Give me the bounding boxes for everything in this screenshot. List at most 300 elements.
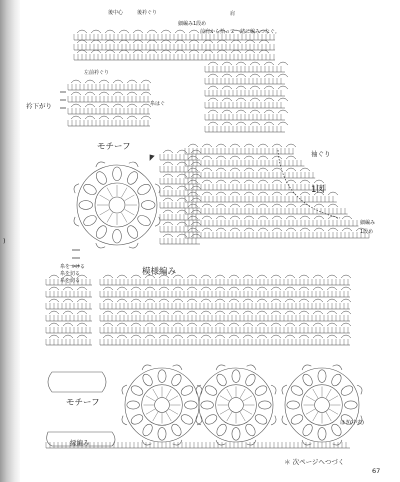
shell-arc [272, 180, 282, 183]
motif-petal [244, 423, 257, 438]
motif-scallop [129, 243, 139, 250]
motif-scallop [301, 363, 311, 370]
shell-arc [191, 150, 201, 153]
shell-arc [127, 92, 137, 95]
motif-petal [180, 413, 195, 426]
shell-arc [103, 323, 113, 326]
shell-arc [271, 335, 281, 338]
shell-arc [77, 40, 87, 43]
shell-arc [208, 74, 218, 77]
shell-arc [147, 30, 157, 33]
shell-arc [201, 311, 211, 314]
shell-arc [314, 204, 324, 207]
shell-arc [264, 122, 274, 125]
shell-arc [63, 311, 73, 314]
shell-arc [236, 62, 246, 65]
shell-arc [278, 62, 288, 65]
shell-arc [272, 228, 282, 231]
shell-arc [131, 323, 141, 326]
legend-cut-only-label: 糸を切る [60, 278, 81, 284]
shell-arc [236, 98, 246, 101]
shell-arc [187, 275, 197, 278]
motif-scallop [72, 183, 79, 193]
shell-arc [208, 122, 218, 125]
shell-arc [163, 198, 173, 201]
shell-arc [203, 40, 213, 43]
shell-arc [187, 287, 197, 290]
motif-scallop [247, 440, 257, 447]
shell-arc [215, 287, 225, 290]
shell-arc [257, 275, 267, 278]
shell-arc [222, 86, 232, 89]
shell-arc [131, 335, 141, 338]
shell-arc [163, 150, 173, 153]
motif-petal [215, 423, 228, 438]
motif-scallop [72, 217, 79, 227]
shell-arc [127, 104, 137, 107]
shell-arc [244, 204, 254, 207]
shell-arc [161, 40, 171, 43]
shell-arc [141, 116, 151, 119]
shell-arc [177, 210, 187, 213]
next-page-note: ＊ 次ページへつづく [284, 458, 345, 466]
motif-petal [170, 373, 183, 388]
shell-arc [285, 299, 295, 302]
shell-arc [191, 234, 201, 237]
shell-arc [127, 80, 137, 83]
shell-arc [313, 335, 323, 338]
motif-petal [290, 384, 305, 397]
shell-arc [63, 287, 73, 290]
shell-arc [85, 104, 95, 107]
motif-scallop [95, 243, 105, 250]
edging-label: 縁編み [70, 439, 90, 447]
front-neckline-label: 左前衿ぐり [84, 70, 110, 76]
neck-drop-label: 衿下がり [26, 102, 52, 110]
shell-arc [341, 335, 351, 338]
motif-petal [204, 413, 219, 426]
shell-arc [103, 275, 113, 278]
shell-arc [202, 144, 212, 147]
shell-arc [202, 192, 212, 195]
shell-arc [250, 74, 260, 77]
shell-arc [177, 186, 187, 189]
shell-arc [327, 335, 337, 338]
shell-arc [113, 80, 123, 83]
shell-arc [216, 204, 226, 207]
shell-arc [272, 204, 282, 207]
motif-petal [232, 428, 240, 441]
shell-arc [278, 98, 288, 101]
shell-arc [117, 275, 127, 278]
motif-top-label: モチーフ [97, 142, 131, 152]
shell-arc [222, 110, 232, 113]
shell-arc [147, 50, 157, 53]
shell-arc [244, 156, 254, 159]
shell-arc [127, 116, 137, 119]
shell-arc [278, 110, 288, 113]
shell-arc [161, 30, 171, 33]
shell-arc [300, 228, 310, 231]
shell-arc [229, 275, 239, 278]
shell-arc [286, 180, 296, 183]
shell-arc [313, 323, 323, 326]
shell-arc [91, 30, 101, 33]
shell-arc [191, 186, 201, 189]
shell-arc [85, 92, 95, 95]
motif-petal [113, 167, 122, 181]
shell-arc [188, 180, 198, 183]
motif-petal [141, 373, 154, 388]
shell-arc [258, 204, 268, 207]
shell-arc [264, 74, 274, 77]
shell-arc [131, 299, 141, 302]
shell-arc [285, 323, 295, 326]
shell-arc [113, 104, 123, 107]
shell-arc [191, 162, 201, 165]
shell-arc [222, 122, 232, 125]
shell-arc [117, 287, 127, 290]
shell-arc [342, 228, 352, 231]
shell-arc [285, 287, 295, 290]
shell-arc [258, 180, 268, 183]
shell-arc [202, 216, 212, 219]
shell-arc [244, 144, 254, 147]
shell-arc [313, 275, 323, 278]
shell-arc [49, 335, 59, 338]
shell-arc [159, 311, 169, 314]
shell-arc [230, 156, 240, 159]
motif-petal [130, 413, 145, 426]
shell-arc [91, 50, 101, 53]
motif-scallop [120, 384, 127, 394]
shell-arc [216, 192, 226, 195]
shell-arc [271, 311, 281, 314]
motif-scallop [280, 416, 287, 426]
shell-arc [299, 275, 309, 278]
shell-arc [258, 228, 268, 231]
motif-petal [287, 401, 300, 409]
shell-arc [159, 335, 169, 338]
shell-arc [257, 299, 267, 302]
motif-scallop [129, 160, 139, 167]
shell-arc [63, 323, 73, 326]
shell-arc [113, 92, 123, 95]
shell-arc [299, 299, 309, 302]
shell-arc [286, 168, 296, 171]
shell-arc [215, 311, 225, 314]
shell-arc [105, 50, 115, 53]
shoulder-note-1: 細編み1段め [178, 21, 207, 27]
motif-petal [170, 423, 183, 438]
shell-arc [286, 144, 296, 147]
motif-petal [180, 384, 195, 397]
shell-arc [131, 275, 141, 278]
shell-arc [217, 50, 227, 53]
shell-arc [229, 335, 239, 338]
motif-scallop [280, 384, 287, 394]
armhole-edge-label-1: 細編み [360, 220, 376, 226]
motif-bottom-label: モチーフ [66, 398, 100, 408]
shell-arc [133, 50, 143, 53]
motif-petal [136, 182, 152, 196]
shell-arc [99, 116, 109, 119]
shell-arc [230, 228, 240, 231]
shell-arc [63, 335, 73, 338]
shell-arc [187, 335, 197, 338]
shell-arc [175, 50, 185, 53]
shell-arc [189, 50, 199, 53]
shell-arc [243, 311, 253, 314]
shell-arc [259, 50, 269, 53]
shell-arc [257, 335, 267, 338]
shell-arc [202, 228, 212, 231]
shell-arc [244, 180, 254, 183]
shell-arc [250, 122, 260, 125]
shell-arc [202, 180, 212, 183]
shell-arc [201, 323, 211, 326]
shell-arc [285, 335, 295, 338]
shoulder-note-2: 前肩から拾って一緒に編みつなぐ。 [200, 29, 280, 35]
shell-arc [49, 275, 59, 278]
motif-petal [254, 384, 269, 397]
shell-arc [105, 30, 115, 33]
shell-arc [163, 174, 173, 177]
shell-arc [163, 186, 173, 189]
shell-arc [258, 192, 268, 195]
shell-arc [117, 335, 127, 338]
shell-arc [188, 144, 198, 147]
shell-arc [77, 50, 87, 53]
motif-petal [94, 224, 108, 240]
motif-petal [318, 370, 326, 383]
shell-arc [328, 192, 338, 195]
shell-arc [201, 299, 211, 302]
motif-scallop [155, 217, 162, 227]
shell-arc [285, 311, 295, 314]
shell-arc [159, 287, 169, 290]
shell-arc [187, 311, 197, 314]
shell-arc [215, 299, 225, 302]
shell-arc [103, 311, 113, 314]
shell-arc [278, 122, 288, 125]
shell-arc [173, 299, 183, 302]
shell-arc [141, 80, 151, 83]
motif-petal [330, 373, 343, 388]
shell-arc [119, 30, 129, 33]
shell-arc [257, 287, 267, 290]
motif-scallop [271, 384, 278, 394]
motif-petal [259, 401, 272, 409]
shell-arc [278, 86, 288, 89]
shell-arc [159, 299, 169, 302]
shell-arc [191, 198, 201, 201]
shell-arc [163, 162, 173, 165]
shell-arc [299, 335, 309, 338]
motif-petal [82, 213, 98, 227]
shell-arc [264, 62, 274, 65]
shell-arc [202, 168, 212, 171]
shell-arc [341, 311, 351, 314]
shell-arc [188, 168, 198, 171]
motif-scallop [333, 363, 343, 370]
shell-arc [259, 40, 269, 43]
shell-arc [177, 198, 187, 201]
shell-arc [327, 311, 337, 314]
shell-arc [202, 156, 212, 159]
motif-scallop [95, 160, 105, 167]
back-center-label: 後中心 [108, 10, 124, 16]
shell-arc [189, 40, 199, 43]
shell-arc [177, 234, 187, 237]
shell-arc [173, 335, 183, 338]
shell-arc [231, 50, 241, 53]
shell-arc [49, 287, 59, 290]
motif-petal [130, 384, 145, 397]
legend-attach-label: 糸をつける [60, 264, 86, 270]
shell-arc [272, 144, 282, 147]
shell-arc [258, 216, 268, 219]
shell-arc [71, 92, 81, 95]
motif-petal [204, 384, 219, 397]
shell-arc [258, 144, 268, 147]
shell-arc [191, 210, 201, 213]
shell-arc [147, 40, 157, 43]
shell-arc [236, 86, 246, 89]
shell-arc [250, 62, 260, 65]
shell-arc [71, 80, 81, 83]
shell-arc [286, 228, 296, 231]
shell-arc [243, 275, 253, 278]
shell-arc [77, 30, 87, 33]
motif-ring [285, 368, 359, 442]
shell-arc [314, 228, 324, 231]
shell-arc [145, 311, 155, 314]
shell-arc [313, 287, 323, 290]
shell-arc [327, 275, 337, 278]
shell-arc [99, 104, 109, 107]
shell-arc [177, 162, 187, 165]
motif-petal [301, 373, 314, 388]
shell-arc [145, 299, 155, 302]
motif-petal [318, 428, 326, 441]
shell-arc [229, 323, 239, 326]
shell-arc [117, 299, 127, 302]
shell-arc [177, 150, 187, 153]
shell-arc [286, 192, 296, 195]
shell-arc [245, 50, 255, 53]
motif-petal [141, 201, 155, 210]
shell-arc [177, 174, 187, 177]
shell-arc [188, 204, 198, 207]
shell-arc [131, 287, 141, 290]
shell-arc [230, 192, 240, 195]
shell-arc [250, 110, 260, 113]
shell-arc [271, 299, 281, 302]
motif-petal [113, 229, 122, 243]
shell-arc [208, 86, 218, 89]
shell-arc [216, 144, 226, 147]
shell-arc [271, 275, 281, 278]
motif-petal [301, 423, 314, 438]
motif-scallop [215, 363, 225, 370]
motif-petal [215, 373, 228, 388]
shell-arc [119, 50, 129, 53]
shell-arc [208, 110, 218, 113]
shell-arc [163, 210, 173, 213]
shell-arc [71, 104, 81, 107]
shell-arc [222, 74, 232, 77]
motif-scallop [247, 363, 257, 370]
shell-arc [313, 311, 323, 314]
shell-arc [231, 40, 241, 43]
shell-arc [187, 323, 197, 326]
shell-arc [216, 216, 226, 219]
shell-arc [258, 156, 268, 159]
shell-arc [257, 311, 267, 314]
shell-arc [175, 40, 185, 43]
shell-arc [119, 40, 129, 43]
motif-ring [125, 368, 199, 442]
shell-arc [131, 311, 141, 314]
shell-arc [245, 40, 255, 43]
shell-arc [163, 234, 173, 237]
shell-arc [85, 116, 95, 119]
shell-arc [191, 174, 201, 177]
shell-arc [244, 228, 254, 231]
shell-arc [77, 311, 87, 314]
shell-arc [103, 335, 113, 338]
shell-arc [85, 80, 95, 83]
shell-arc [264, 110, 274, 113]
shell-arc [285, 275, 295, 278]
shell-arc [243, 323, 253, 326]
shell-arc [215, 275, 225, 278]
shell-arc [175, 30, 185, 33]
shell-arc [91, 40, 101, 43]
shell-arc [250, 98, 260, 101]
margin-mark: ) [3, 237, 6, 245]
legend-cut-label: 糸を切る [60, 271, 81, 277]
shell-arc [341, 275, 351, 278]
shell-arc [299, 311, 309, 314]
shell-arc [105, 40, 115, 43]
shell-arc [216, 156, 226, 159]
shell-arc [236, 74, 246, 77]
shell-arc [173, 311, 183, 314]
motif-petal [345, 401, 358, 409]
shell-arc [145, 323, 155, 326]
shell-arc [99, 92, 109, 95]
shell-arc [314, 180, 324, 183]
shell-arc [216, 168, 226, 171]
shell-arc [201, 287, 211, 290]
motif-scallop [271, 416, 278, 426]
shell-arc [177, 222, 187, 225]
shell-arc [145, 287, 155, 290]
shell-arc [257, 323, 267, 326]
shell-arc [327, 287, 337, 290]
shell-arc [229, 311, 239, 314]
shell-arc [77, 287, 87, 290]
shell-arc [341, 323, 351, 326]
shell-arc [230, 216, 240, 219]
motif-petal [254, 413, 269, 426]
shell-arc [327, 299, 337, 302]
shell-arc [236, 110, 246, 113]
shoulder-label: 肩 [230, 11, 236, 17]
shell-arc [243, 299, 253, 302]
